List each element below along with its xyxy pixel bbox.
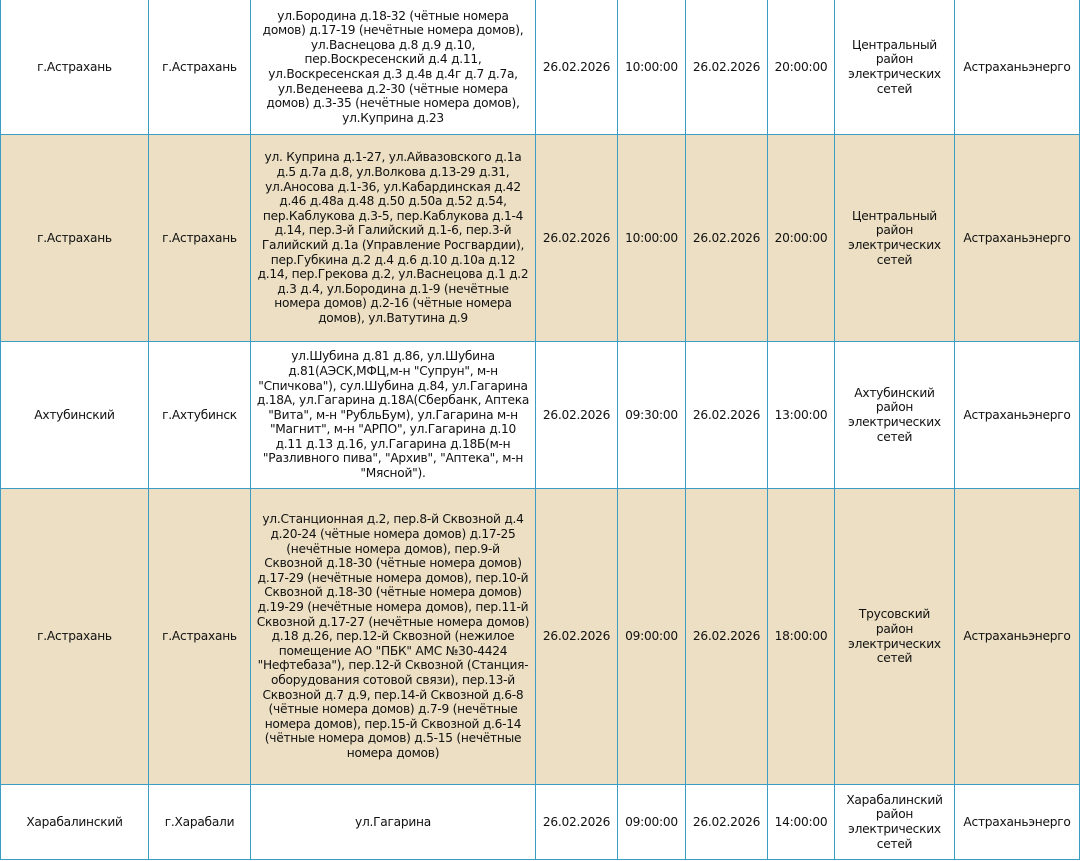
district-cell: Харабалинский bbox=[1, 785, 149, 860]
company-cell: Астраханьэнерго bbox=[955, 489, 1080, 785]
network-area-cell: Ахтубинский район электрических сетей bbox=[835, 342, 955, 489]
start-date-cell: 26.02.2026 bbox=[536, 0, 618, 135]
district-cell: г.Астрахань bbox=[1, 0, 149, 135]
locality-cell: г.Астрахань bbox=[149, 135, 251, 342]
table-row bbox=[1, 342, 1080, 489]
addresses-cell: ул.Бородина д.18-32 (чётные номера домов) д.17-19 (нечётные номера домов), ул.Васнецова д.8 д.9 д.10, пер.Воскресенский д.4 д.11, ул.Воскресенская д.3 д.4в д.4г д.7 д.7а, ул.Веденеева д.2-30 (чётные номера домов) д.3-35 (нечётные номера домов), ул.Куприна д.23 bbox=[251, 0, 536, 135]
end-date-cell: 26.02.2026 bbox=[686, 785, 768, 860]
end-date-cell: 26.02.2026 bbox=[686, 0, 768, 135]
locality-cell: г.Ахтубинск bbox=[149, 342, 251, 489]
table-row bbox=[1, 785, 1080, 860]
network-area-cell: Харабалинский район электрических сетей bbox=[835, 785, 955, 860]
locality-cell: г.Астрахань bbox=[149, 489, 251, 785]
network-area-cell: Трусовский район электрических сетей bbox=[835, 489, 955, 785]
table-row bbox=[1, 0, 1080, 135]
company-cell: Астраханьэнерго bbox=[955, 135, 1080, 342]
district-cell: г.Астрахань bbox=[1, 135, 149, 342]
end-time-cell: 13:00:00 bbox=[768, 342, 835, 489]
table-row bbox=[1, 489, 1080, 785]
start-time-cell: 10:00:00 bbox=[618, 135, 686, 342]
table-row bbox=[1, 135, 1080, 342]
locality-cell: г.Харабали bbox=[149, 785, 251, 860]
end-time-cell: 20:00:00 bbox=[768, 135, 835, 342]
start-time-cell: 09:00:00 bbox=[618, 785, 686, 860]
end-time-cell: 18:00:00 bbox=[768, 489, 835, 785]
locality-cell: г.Астрахань bbox=[149, 0, 251, 135]
district-cell: Ахтубинский bbox=[1, 342, 149, 489]
end-time-cell: 14:00:00 bbox=[768, 785, 835, 860]
end-date-cell: 26.02.2026 bbox=[686, 489, 768, 785]
company-cell: Астраханьэнерго bbox=[955, 785, 1080, 860]
start-date-cell: 26.02.2026 bbox=[536, 135, 618, 342]
network-area-cell: Центральный район электрических сетей bbox=[835, 135, 955, 342]
end-date-cell: 26.02.2026 bbox=[686, 342, 768, 489]
district-cell: г.Астрахань bbox=[1, 489, 149, 785]
start-date-cell: 26.02.2026 bbox=[536, 785, 618, 860]
network-area-cell: Центральный район электрических сетей bbox=[835, 0, 955, 135]
start-date-cell: 26.02.2026 bbox=[536, 342, 618, 489]
addresses-cell: ул. Куприна д.1-27, ул.Айвазовского д.1а д.5 д.7а д.8, ул.Волкова д.13-29 д.31, ул.Аносова д.1-36, ул.Кабардинская д.42 д.46 д.48а д.48 д.50 д.50а д.52 д.54, пер.Каблукова д.3-5, пер.Каблукова д.1-4 д.14, пер.3-й Галийский д.1-6, пер.3-й Галийский д.1а (Управление Росгвардии), пер.Губкина д.2 д.4 д.6 д.10 д.10а д.12 д.14, пер.Грекова д.2, ул.Васнецова д.1 д.2 д.3 д.4, ул.Бородина д.1-9 (нечётные номера домов) д.2-16 (чётные номера домов), ул.Ватутина д.9 bbox=[251, 135, 536, 342]
start-time-cell: 09:00:00 bbox=[618, 489, 686, 785]
start-time-cell: 10:00:00 bbox=[618, 0, 686, 135]
addresses-cell: ул.Шубина д.81 д.86, ул.Шубина д.81(АЭСК,МФЦ,м-н "Супрун", м-н "Спичкова"), сул.Шубина д.84, ул.Гагарина д.18А, ул.Гагарина д.18А(Сбербанк, Аптека "Вита", м-н "РубльБум), ул.Гагарина м-н "Магнит", м-н "АРПО", ул.Гагарина д.10 д.11 д.13 д.16, ул.Гагарина д.18Б(м-н "Разливного пива", "Архив", "Аптека", м-н "Мясной"). bbox=[251, 342, 536, 489]
company-cell: Астраханьэнерго bbox=[955, 342, 1080, 489]
company-cell: Астраханьэнерго bbox=[955, 0, 1080, 135]
start-date-cell: 26.02.2026 bbox=[536, 489, 618, 785]
start-time-cell: 09:30:00 bbox=[618, 342, 686, 489]
end-date-cell: 26.02.2026 bbox=[686, 135, 768, 342]
addresses-cell: ул.Станционная д.2, пер.8-й Сквозной д.4 д.20-24 (чётные номера домов) д.17-25 (нечётные номера домов), пер.9-й Сквозной д.18-30 (чётные номера домов) д.17-29 (нечётные номера домов), пер.10-й Сквозной д.18-30 (чётные номера домов) д.19-29 (нечётные номера домов), пер.11-й Сквозной д.17-27 (нечётные номера домов) д.18 д.26, пер.12-й Сквозной (нежилое помещение АО "ПБК" АМС №30-4424 "Нефтебаза"), пер.12-й Сквозной (Станция-оборудования сотовой связи), пер.13-й Сквозной д.7 д.9, пер.14-й Сквозной д.6-8 (чётные номера домов) д.7-9 (нечётные номера домов), пер.15-й Сквозной д.6-14 (чётные номера домов) д.5-15 (нечётные номера домов) bbox=[251, 489, 536, 785]
end-time-cell: 20:00:00 bbox=[768, 0, 835, 135]
addresses-cell: ул.Гагарина bbox=[251, 785, 536, 860]
